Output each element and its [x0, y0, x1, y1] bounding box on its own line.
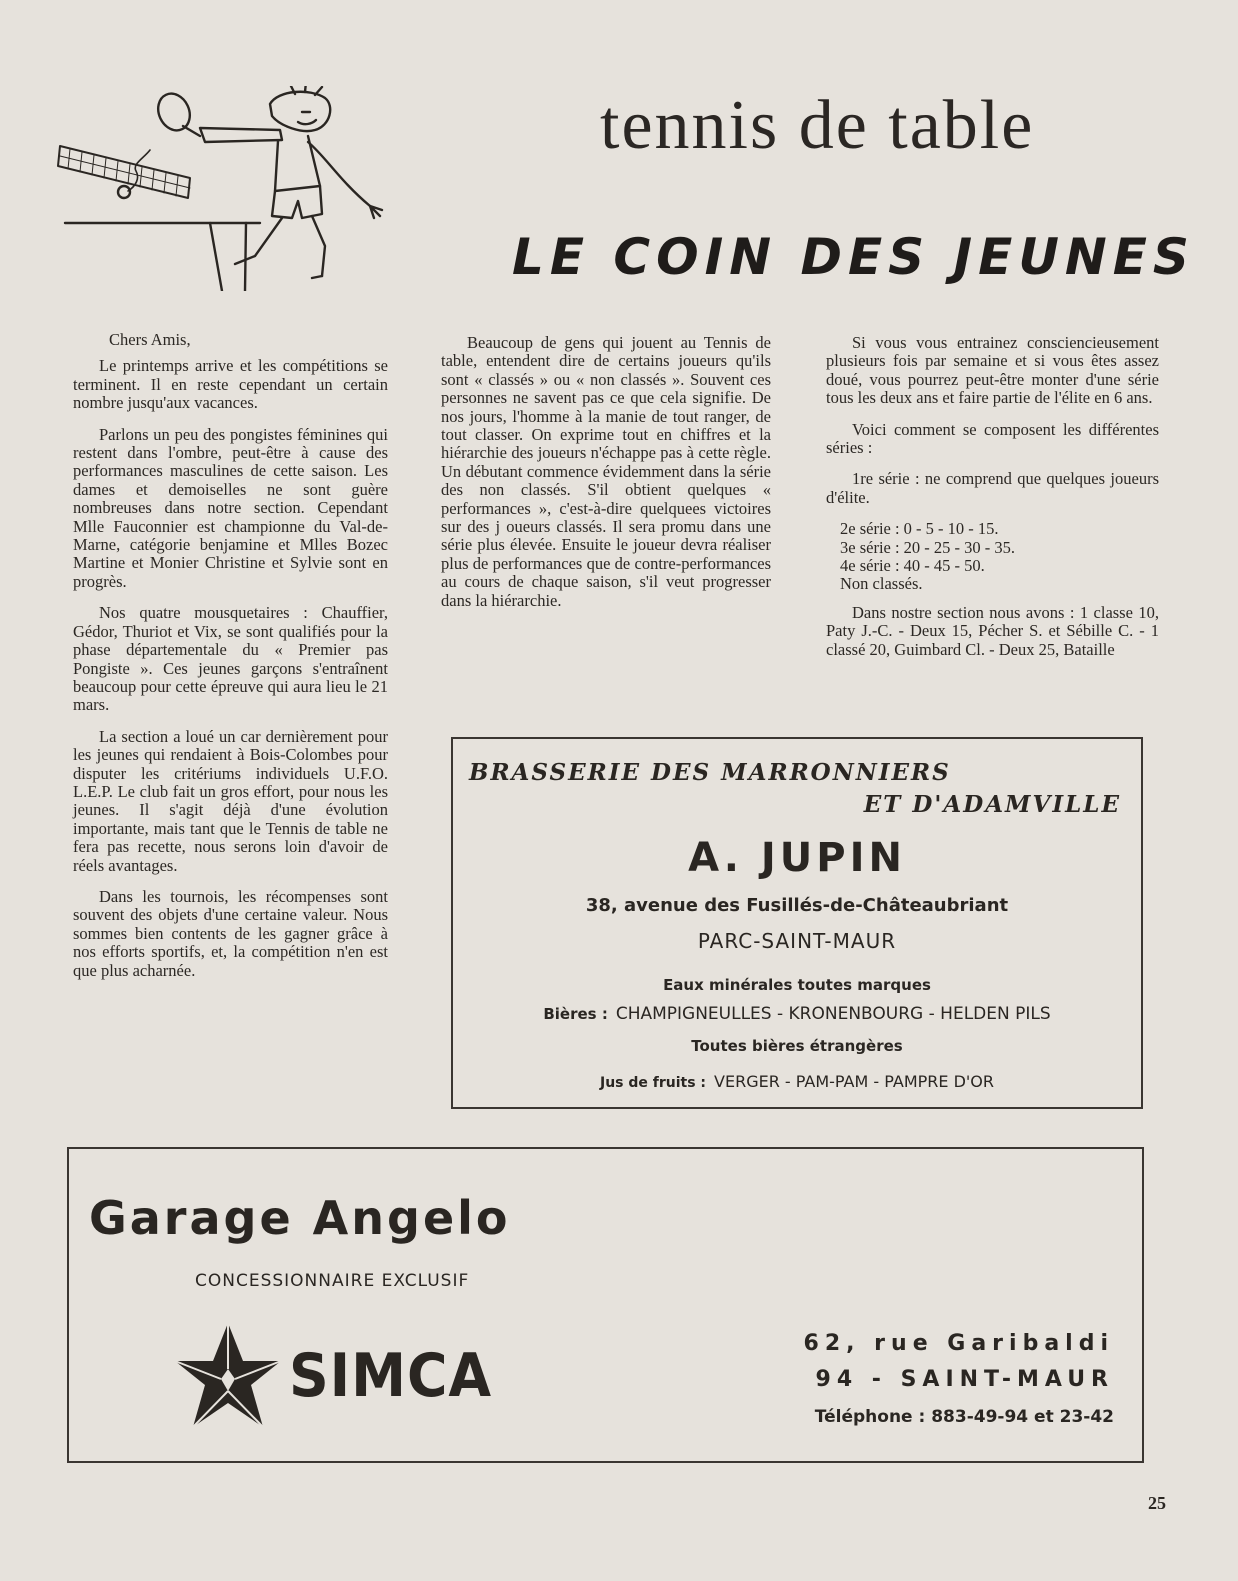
brasserie-advertisement	[451, 737, 1143, 1109]
page-number: 25	[1148, 1493, 1166, 1513]
juices-label: Jus de fruits :	[599, 1075, 707, 1091]
juices-list: VERGER - PAM-PAM - PAMPRE D'OR	[714, 1072, 995, 1091]
beers-label: Bières :	[543, 1005, 608, 1023]
brasserie-address: 38, avenue des Fusillés-de-Châteaubriant	[585, 895, 1009, 916]
brasserie-name-line1: BRASSERIE DES MARRONNIERS	[469, 759, 951, 786]
page-title: tennis de table	[600, 87, 1035, 164]
list-item: 4e série : 40 - 45 - 50.	[840, 556, 985, 576]
juices-line	[453, 1072, 1141, 1091]
beers-list: CHAMPIGNEULLES - KRONENBOURG - HELDEN PILS	[615, 1004, 1051, 1024]
ping-pong-player-illustration	[40, 86, 390, 291]
section-subtitle: LE COIN DES JEUNES	[512, 228, 1195, 286]
garage-town: 94 - SAINT-MAUR	[815, 1367, 1114, 1392]
foreign-beers-line: Toutes bières étrangères	[691, 1037, 903, 1055]
paragraph: 1re série : ne comprend que quelques joueurs d'élite.	[826, 469, 1159, 507]
dealer-line: CONCESSIONNAIRE EXCLUSIF	[195, 1271, 470, 1291]
waters-line: Eaux minérales toutes marques	[663, 976, 931, 994]
owner-name: A. JUPIN	[688, 835, 906, 881]
beers-line	[453, 1004, 1141, 1024]
garage-street: 62, rue Garibaldi	[803, 1331, 1114, 1356]
garage-name: Garage Angelo	[89, 1191, 511, 1245]
paragraph: Parlons un peu des pongistes féminines qui restent dans l'ombre, peut-être à cause des performances masculines de cette saison. Les dames et demoiselles ne sont guère nombreuses dans notre section. Cependant Mlle Fauconnier est championne du Val-de-Marne, catégorie benjamine et Mlles Bozec Martine et Monier Christine et Sylvie sont en progrès.	[73, 424, 388, 591]
list-item: 3e série : 20 - 25 - 30 - 35.	[840, 537, 1016, 557]
paragraph: Le printemps arrive et les compétitions se terminent. Il en reste cependant un certain nombre jusqu'aux vacances.	[73, 356, 388, 413]
paragraph: Dans nostre section nous avons : 1 classe 10, Paty J.-C. - Deux 15, Pécher S. et Sébille C. - 1 classé 20, Guimbard Cl. - Deux 25, Bataille	[826, 602, 1159, 659]
article-column-1	[73, 331, 388, 993]
article-column-2	[441, 334, 771, 623]
garage-advertisement	[67, 1147, 1144, 1463]
greeting: Chers Amis,	[109, 330, 191, 349]
paragraph: Dans les tournois, les récompenses sont souvent des objets d'une certaine valeur. Nous sommes bien contents de les gagner grâce à nos efforts sportifs, et, la compétition n'en est que plus acharnée.	[73, 886, 388, 980]
simca-star-icon	[173, 1321, 283, 1431]
paragraph: Beaucoup de gens qui jouent au Tennis de table, entendent dire de certains joueurs qu'ils sont « classés » ou « non classés ». Souvent ces personnes ne savent pas ce que cela signifie. De nos jours, l'homme à la manie de tout ranger, de tout classer. On exprime tout en chiffres et la hiérarchie des joueurs n'échappe pas à cette règle. Un débutant commence évidemment dans la série des non classés. S'il obtient quelques « performances », c'est-à-dire quelquees victoires sur des j oueurs classés. Il sera promu dans une série plus élevée. Ensuite le joueur devra réaliser plus de performances que de contre-performances au cours de chaque saison, s'il veut progresser dans la hiérarchie.	[441, 333, 771, 610]
brasserie-name-line2: ET D'ADAMVILLE	[863, 791, 1121, 818]
simca-brand: SIMCA	[289, 1341, 493, 1411]
paragraph: La section a loué un car dernièrement pour les jeunes qui rendaient à Bois-Colombes pour disputer les critériums individuels U.F.O. L.E.P. Le club fait un gros effort, pour nous les jeunes. Il s'agit déjà d'une évolution importante, mais tant que le Tennis de table ne fera pas recette, nous serons loin d'avoir de réels avantages.	[73, 726, 388, 875]
brasserie-city: PARC-SAINT-MAUR	[697, 929, 897, 953]
paragraph: Voici comment se composent les différentes séries :	[826, 419, 1159, 458]
series-list	[840, 520, 1159, 594]
paragraph: Si vous vous entrainez consciencieusement plusieurs fois par semaine et si vous êtes assez doué, vous pourrez peut-être monter d'une série tous les deux ans et faire partie de l'élite en 6 ans.	[826, 333, 1159, 408]
list-item: Non classés.	[840, 574, 923, 594]
garage-phone: Téléphone : 883-49-94 et 23-42	[814, 1407, 1114, 1427]
paragraph: Nos quatre mousquetaires : Chauffier, Gédor, Thuriot et Vix, se sont qualifiés pour la phase départementale du « Premier pas Pongiste ». Ces jeunes garçons s'entraînent beaucoup pour cette épreuve qui aura lieu le 21 mars.	[73, 603, 388, 715]
list-item: 2e série : 0 - 5 - 10 - 15.	[840, 519, 999, 539]
article-column-3	[826, 334, 1159, 672]
